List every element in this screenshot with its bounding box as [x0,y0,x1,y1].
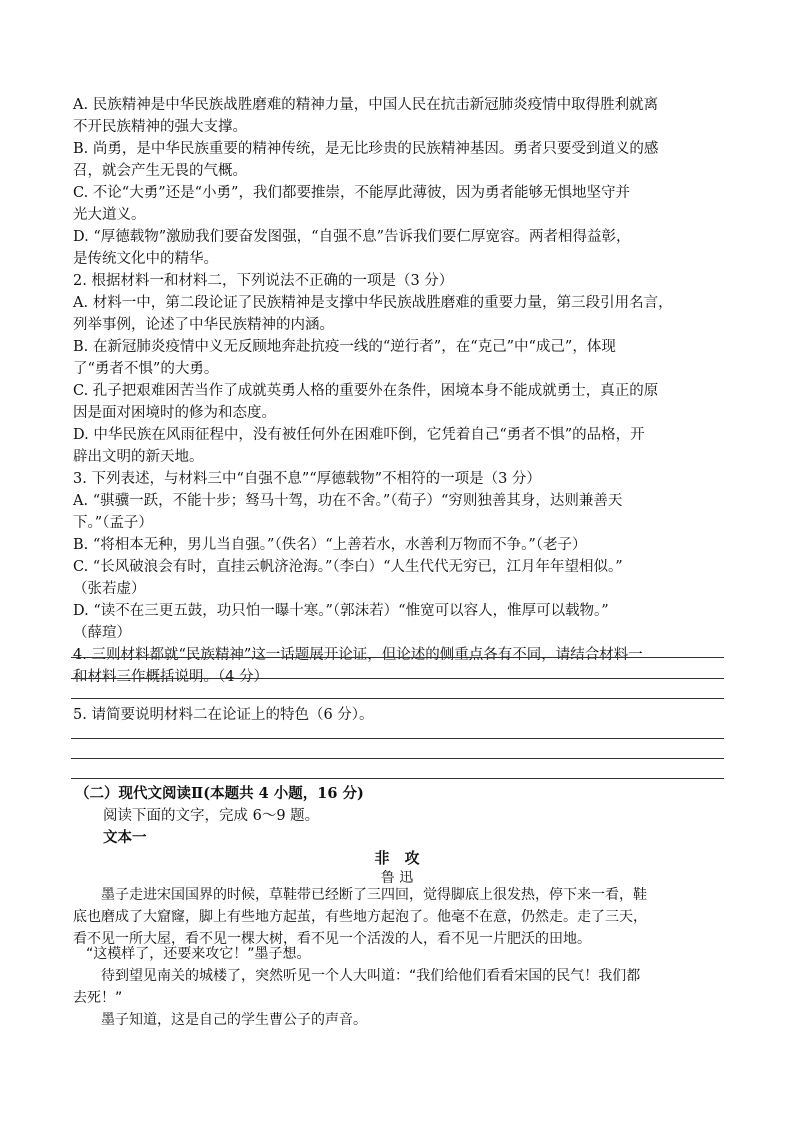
option-a-line-2: 不开民族精神的强大支撑。 [73,119,247,135]
q3-option-a-line-2: 下。”（孟子） [73,515,153,531]
story-paragraph-3-line-2: 去死！” [73,990,123,1006]
story-paragraph-1-line-3: 看不见一所大屋，看不见一棵大树，看不见一个活泼的人，看不见一片肥沃的田地。 [73,931,591,947]
question-3-stem: 3. 下列表述，与材料三中“自强不息”“厚德载物”不相符的一项是（3 分） [73,471,541,487]
option-b-line-2: 召，就会产生无畏的气概。 [73,163,247,179]
answer-line[interactable] [71,698,724,699]
q2-option-a-line-2: 列举事例，论述了中华民族精神的内涵。 [73,317,334,333]
section-heading: （二）现代文阅读Ⅱ(本题共 4 小题，16 分) [75,785,364,802]
q2-option-b-line-2: 了“勇者不惧”的大勇。 [73,361,219,377]
option-a-line-1: A. 民族精神是中华民族战胜磨难的精神力量，中国人民在抗击新冠肺炎疫情中取得胜利就离 [73,97,659,113]
q2-option-d-line-1: D. 中华民族在风雨征程中，没有被任何外在困难吓倒，它凭着自己“勇者不惧”的品格，开 [73,427,645,443]
story-title: 非 攻 [374,849,420,867]
answer-line[interactable] [71,778,724,779]
q3-option-a-line-1: A. “骐骥一跃，不能十步；驽马十驾，功在不舍。”（荀子）“穷则独善其身，达则兼善天 [73,493,623,509]
q3-option-c-line-2: （张若虚） [73,581,146,597]
q2-option-c-line-1: C. 孔子把艰难困苦当作了成就英勇人格的重要外在条件，困境本身不能成就勇士，真正的原 [73,383,659,399]
q2-option-d-line-2: 辟出文明的新天地。 [73,449,204,465]
story-paragraph-4: 墨子知道，这是自己的学生曹公子的声音。 [101,1012,367,1028]
q2-option-a-line-1: A. 材料一中，第二段论证了民族精神是支撑中华民族战胜磨难的重要力量，第三段引用名言， [73,295,673,311]
answer-line[interactable] [71,657,724,658]
q3-option-d-line-1: D. “读不在三更五鼓，功只怕一曝十寒。”（郭沫若）“惟宽可以容人，惟厚可以载物。” [73,603,609,619]
question-5-stem: 5. 请简要说明材料二在论证上的特色（6 分）。 [73,707,374,723]
option-c-line-1: C. 不论“大勇”还是“小勇”，我们都要推崇，不能厚此薄彼，因为勇者能够无惧地坚守并 [73,185,630,201]
q2-option-c-line-2: 因是面对困境时的修为和态度。 [73,405,276,421]
option-b-line-1: B. 尚勇，是中华民族重要的精神传统，是无比珍贵的民族精神基因。勇者只要受到道义的感 [73,141,659,157]
option-d-line-2: 是传统文化中的精华。 [73,251,218,267]
q2-option-b-line-1: B. 在新冠肺炎疫情中义无反顾地奔赴抗疫一线的“逆行者”，在“克己”中“成己”，体现 [73,339,616,355]
option-c-line-2: 光大道义。 [73,207,146,223]
answer-line[interactable] [71,678,724,679]
question-2-stem: 2. 根据材料一和材料二，下列说法不正确的一项是（3 分） [73,273,454,289]
q3-option-c-line-1: C. “长风破浪会有时，直挂云帆济沧海。”（李白）“人生代代无穷已，江月年年望相似。” [73,559,623,575]
answer-line[interactable] [71,758,724,759]
q3-option-d-line-2: （薛瑄） [73,625,131,641]
answer-line[interactable] [71,738,724,739]
reading-instruction: 阅读下面的文字，完成 6～9 题。 [103,808,320,824]
story-paragraph-1-line-1: 墨子走进宋国国界的时候，草鞋带已经断了三四回，觉得脚底上很发热，停下来一看，鞋 [101,887,647,903]
text-one-label: 文本一 [103,829,147,846]
q3-option-b-line-1: B. “将相本无种，男儿当自强。”（佚名）“上善若水，水善利万物而不争。”（老子） [73,537,587,553]
option-d-line-1: D. “厚德载物”激励我们要奋发图强，“自强不息”告诉我们要仁厚宽容。两者相得益彰， [73,229,631,245]
story-paragraph-1-line-2: 底也磨成了大窟窿，脚上有些地方起茧，有些地方起泡了。他毫不在意，仍然走。走了三天， [73,909,647,925]
story-paragraph-2: “这模样了，还要来攻它！”墨子想。 [86,946,311,962]
question-4-stem-line-1: 4. 三则材料都就“民族精神”这一话题展开论证，但论述的侧重点各有不同，请结合材料一 [73,647,643,663]
story-paragraph-3-line-1: 待到望见南关的城楼了，突然听见一个人大叫道：“我们给他们看看宋国的民气！我们都 [101,968,641,984]
story-author: 鲁 迅 [380,870,414,886]
question-4-stem-line-2: 和材料三作概括说明。（4 分） [73,669,269,685]
